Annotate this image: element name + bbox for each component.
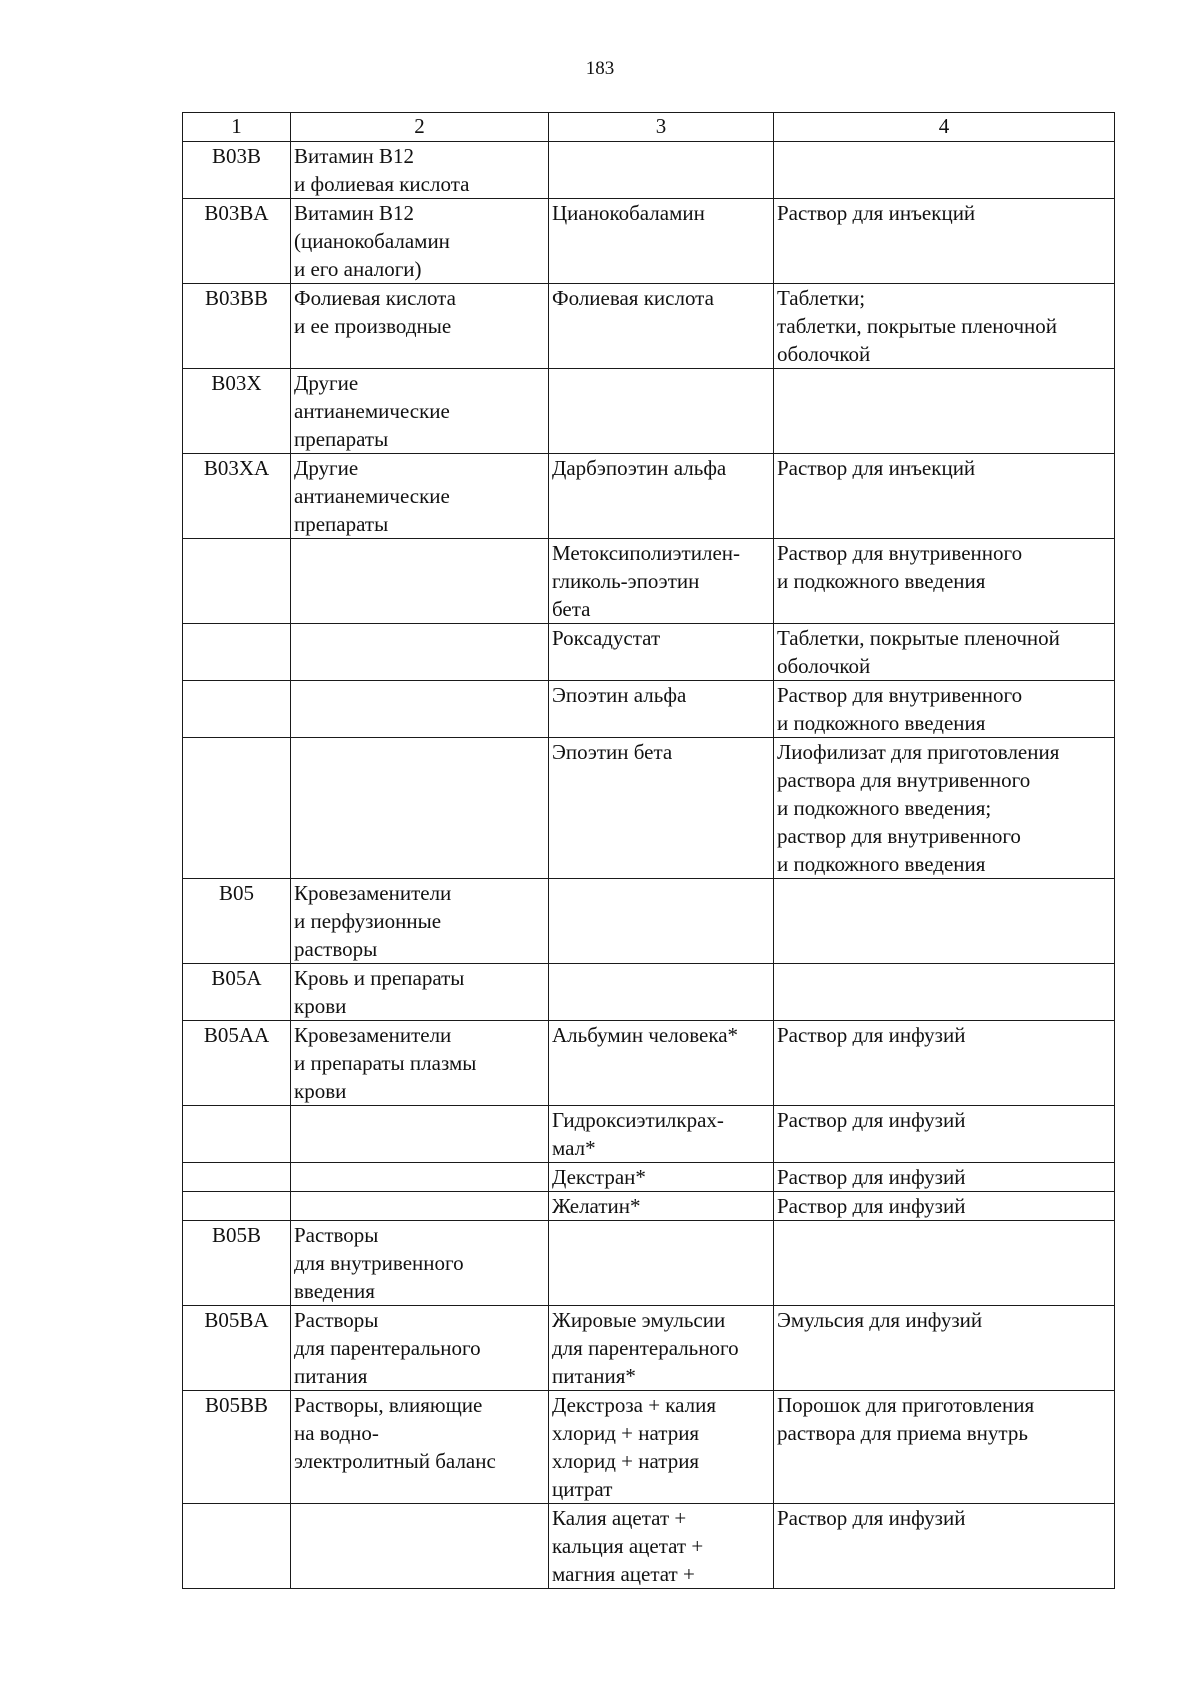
dosage-form-cell: Раствор для инфузий — [774, 1504, 1115, 1589]
dosage-form-cell: Раствор для инъекций — [774, 199, 1115, 284]
table-row — [183, 1504, 1115, 1589]
page-number: 183 — [585, 58, 615, 79]
dosage-form-cell — [774, 142, 1115, 199]
table-row — [183, 284, 1115, 369]
group-name-cell: Кровезаменители и препараты плазмы крови — [291, 1021, 549, 1106]
group-name-cell — [291, 738, 549, 879]
drug-name-cell: Альбумин человека* — [549, 1021, 774, 1106]
dosage-form-cell: Раствор для инфузий — [774, 1106, 1115, 1163]
group-name-cell: Растворы, влияющие на водно- электролитный баланс — [291, 1391, 549, 1504]
table-row — [183, 1106, 1115, 1163]
group-name-cell: Витамин B12 (цианокобаламин и его аналоги) — [291, 199, 549, 284]
drug-name-cell: Калия ацетат + кальция ацетат + магния ацетат + — [549, 1504, 774, 1589]
drug-name-cell: Роксадустат — [549, 624, 774, 681]
table-body — [183, 142, 1115, 1589]
header-col-1: 1 — [183, 113, 291, 142]
table-row — [183, 1021, 1115, 1106]
atc-code-cell — [183, 1106, 291, 1163]
group-name-cell: Витамин B12 и фолиевая кислота — [291, 142, 549, 199]
drug-name-cell — [549, 964, 774, 1021]
drug-name-cell: Декстроза + калия хлорид + натрия хлорид + натрия цитрат — [549, 1391, 774, 1504]
drug-name-cell: Жировые эмульсии для парентерального питания* — [549, 1306, 774, 1391]
table-row — [183, 1192, 1115, 1221]
drug-name-cell: Метоксиполиэтилен- гликоль-эпоэтин бета — [549, 539, 774, 624]
atc-code-cell — [183, 681, 291, 738]
drug-name-cell: Фолиевая кислота — [549, 284, 774, 369]
group-name-cell — [291, 681, 549, 738]
dosage-form-cell: Лиофилизат для приготовления раствора для внутривенного и подкожного введения; раствор для внутривенного и подкожного введения — [774, 738, 1115, 879]
table-row — [183, 454, 1115, 539]
dosage-form-cell: Таблетки; таблетки, покрытые пленочной оболочкой — [774, 284, 1115, 369]
atc-code-cell — [183, 1504, 291, 1589]
drug-name-cell: Желатин* — [549, 1192, 774, 1221]
drug-name-cell — [549, 142, 774, 199]
drug-name-cell: Эпоэтин альфа — [549, 681, 774, 738]
group-name-cell — [291, 1163, 549, 1192]
group-name-cell: Кровезаменители и перфузионные растворы — [291, 879, 549, 964]
group-name-cell — [291, 539, 549, 624]
atc-code-cell — [183, 1163, 291, 1192]
group-name-cell — [291, 624, 549, 681]
dosage-form-cell: Раствор для инъекций — [774, 454, 1115, 539]
atc-code-cell — [183, 738, 291, 879]
table-row — [183, 142, 1115, 199]
atc-code-cell — [183, 539, 291, 624]
table-row — [183, 369, 1115, 454]
atc-code-cell: B05BB — [183, 1391, 291, 1504]
drug-name-cell: Декстран* — [549, 1163, 774, 1192]
group-name-cell: Фолиевая кислота и ее производные — [291, 284, 549, 369]
atc-code-cell: B05BA — [183, 1306, 291, 1391]
group-name-cell — [291, 1192, 549, 1221]
dosage-form-cell: Раствор для внутривенного и подкожного введения — [774, 539, 1115, 624]
drug-name-cell — [549, 1221, 774, 1306]
group-name-cell — [291, 1504, 549, 1589]
table-row — [183, 539, 1115, 624]
dosage-form-cell — [774, 369, 1115, 454]
atc-code-cell: B05AA — [183, 1021, 291, 1106]
dosage-form-cell: Раствор для инфузий — [774, 1192, 1115, 1221]
table-row — [183, 624, 1115, 681]
group-name-cell: Другие антианемические препараты — [291, 454, 549, 539]
atc-code-cell: B03BA — [183, 199, 291, 284]
atc-code-cell: B03X — [183, 369, 291, 454]
drug-name-cell — [549, 369, 774, 454]
drug-name-cell: Эпоэтин бета — [549, 738, 774, 879]
group-name-cell: Растворы для парентерального питания — [291, 1306, 549, 1391]
dosage-form-cell: Порошок для приготовления раствора для приема внутрь — [774, 1391, 1115, 1504]
table-row — [183, 1163, 1115, 1192]
table-row — [183, 681, 1115, 738]
group-name-cell: Кровь и препараты крови — [291, 964, 549, 1021]
table-row — [183, 1221, 1115, 1306]
group-name-cell: Другие антианемические препараты — [291, 369, 549, 454]
group-name-cell: Растворы для внутривенного введения — [291, 1221, 549, 1306]
dosage-form-cell: Раствор для инфузий — [774, 1163, 1115, 1192]
drug-classification-table — [182, 112, 1115, 1589]
drug-name-cell: Дарбэпоэтин альфа — [549, 454, 774, 539]
dosage-form-cell — [774, 1221, 1115, 1306]
table-row — [183, 964, 1115, 1021]
header-col-2: 2 — [291, 113, 549, 142]
atc-code-cell — [183, 1192, 291, 1221]
table-row — [183, 1306, 1115, 1391]
atc-code-cell — [183, 624, 291, 681]
dosage-form-cell: Раствор для внутривенного и подкожного введения — [774, 681, 1115, 738]
group-name-cell — [291, 1106, 549, 1163]
drug-name-cell — [549, 879, 774, 964]
dosage-form-cell: Эмульсия для инфузий — [774, 1306, 1115, 1391]
table-row — [183, 738, 1115, 879]
atc-code-cell: B03B — [183, 142, 291, 199]
dosage-form-cell — [774, 879, 1115, 964]
header-col-4: 4 — [774, 113, 1115, 142]
atc-code-cell: B05B — [183, 1221, 291, 1306]
dosage-form-cell: Таблетки, покрытые пленочной оболочкой — [774, 624, 1115, 681]
atc-code-cell: B05A — [183, 964, 291, 1021]
table-row — [183, 1391, 1115, 1504]
table-row — [183, 879, 1115, 964]
header-col-3: 3 — [549, 113, 774, 142]
drug-name-cell: Гидроксиэтилкрах- мал* — [549, 1106, 774, 1163]
atc-code-cell: B03XA — [183, 454, 291, 539]
table-header-row — [183, 113, 1115, 142]
drug-name-cell: Цианокобаламин — [549, 199, 774, 284]
atc-code-cell: B05 — [183, 879, 291, 964]
table-row — [183, 199, 1115, 284]
atc-code-cell: B03BB — [183, 284, 291, 369]
dosage-form-cell: Раствор для инфузий — [774, 1021, 1115, 1106]
dosage-form-cell — [774, 964, 1115, 1021]
